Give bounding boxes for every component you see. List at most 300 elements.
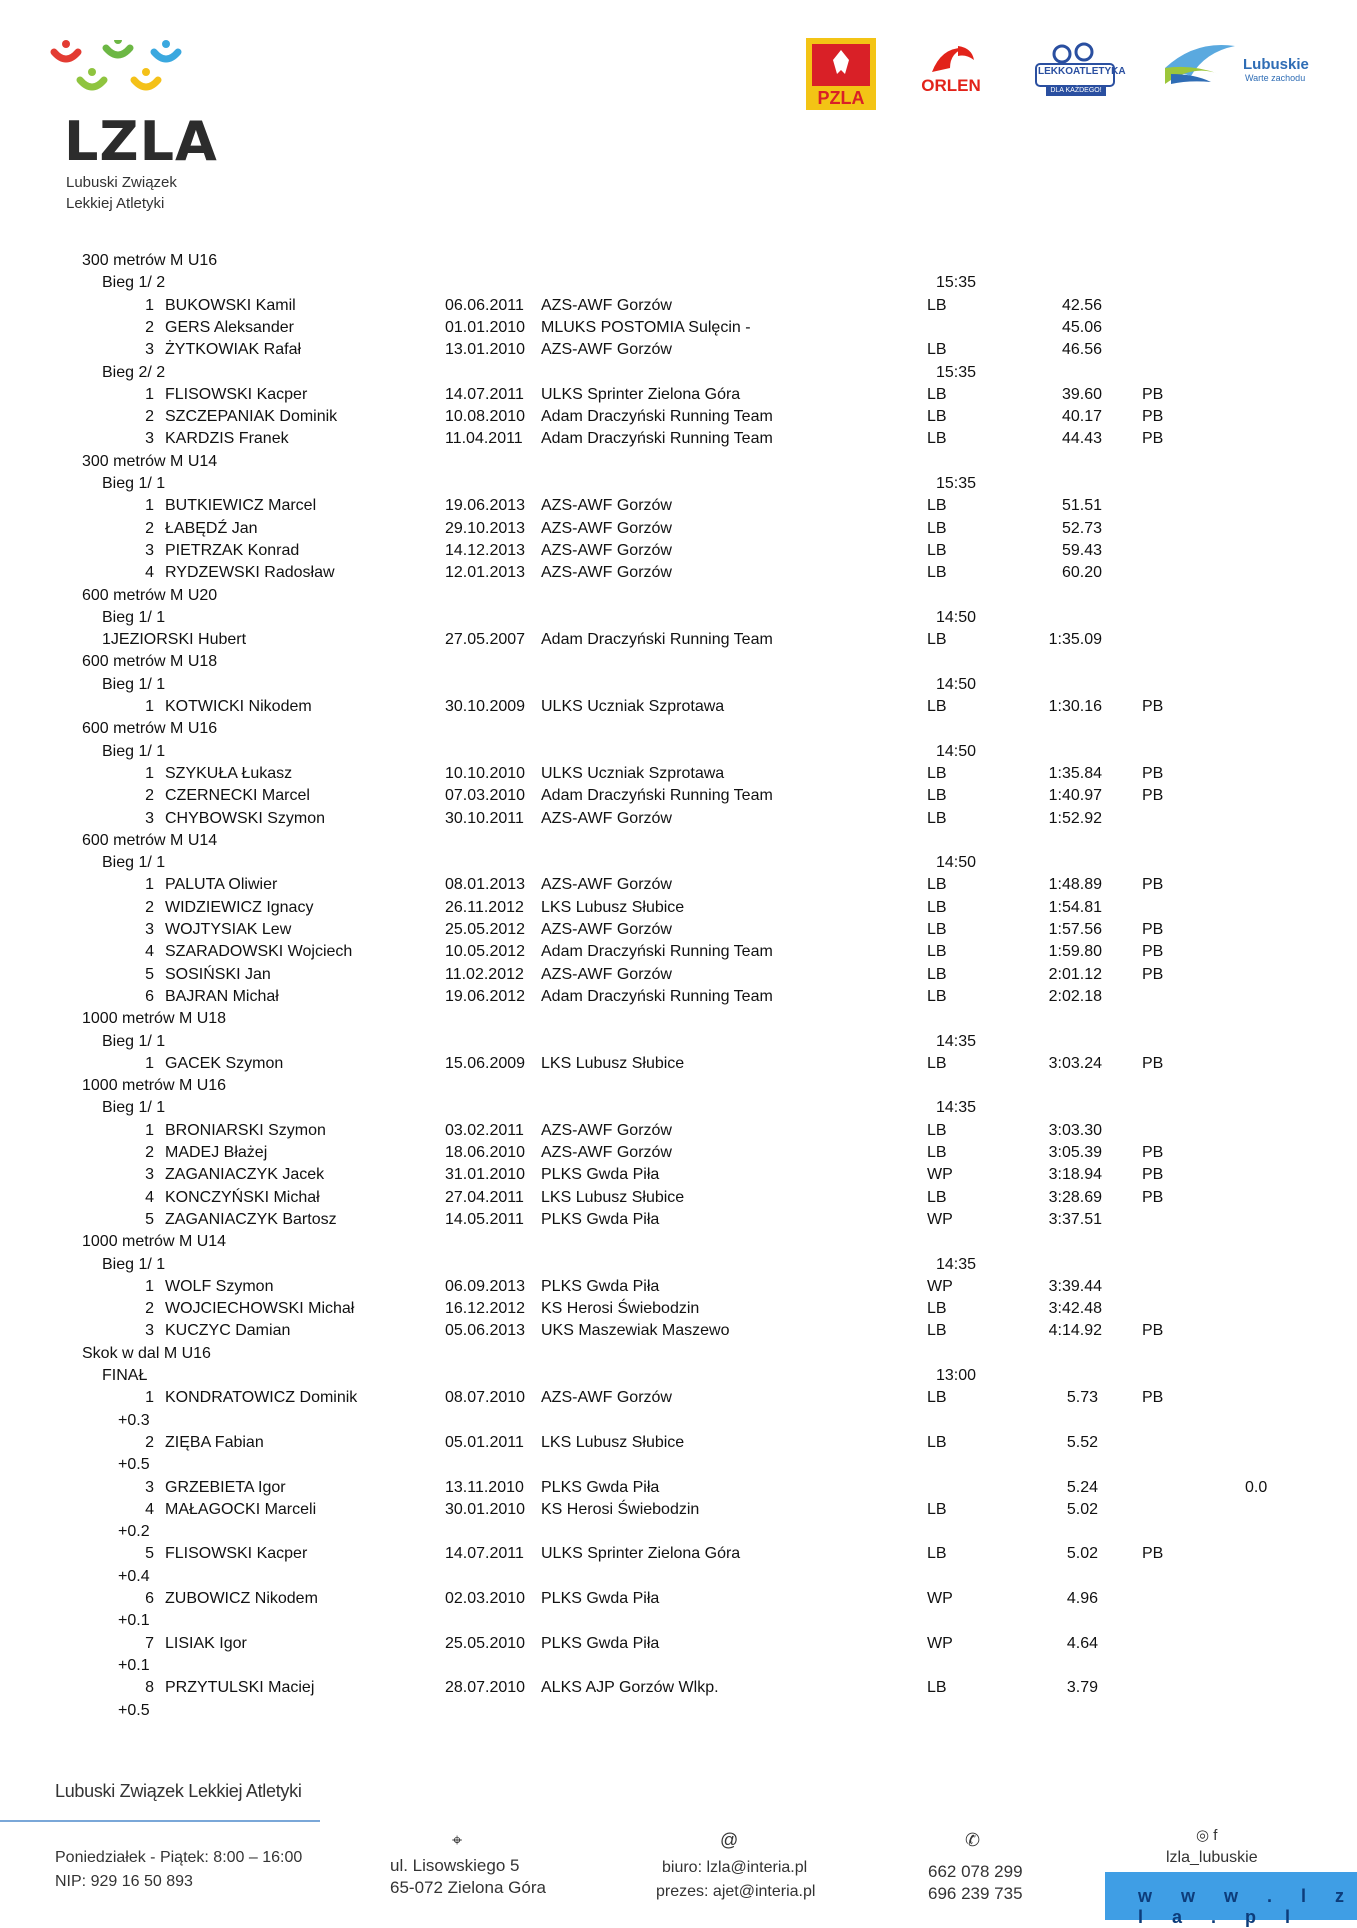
place: 2 [145,408,154,426]
region: LB [927,1322,947,1340]
wind-row [0,1410,1357,1432]
region: LB [927,430,947,448]
place: 1 [145,1389,154,1407]
club: AZS-AWF Gorzów [541,541,672,559]
result: 2:01.12 [1048,965,1102,983]
club: AZS-AWF Gorzów [541,341,672,359]
athlete-name: WOJCIECHOWSKI Michał [165,1300,355,1318]
event-title [0,451,1357,473]
result: 4.64 [1066,1634,1098,1652]
place: 1 [145,1121,154,1139]
region: LB [927,1500,947,1518]
result-row [0,696,1357,718]
region: LB [927,385,947,403]
result: 5.52 [1066,1433,1098,1451]
heat-label: Bieg 1/ 1 [102,475,166,492]
footer-divider [0,1820,320,1822]
wind-value: +0.5 [118,1456,150,1474]
wind-value: +0.1 [118,1612,150,1630]
region: LB [927,698,947,715]
place: 3 [145,341,154,359]
event-title-text: 1000 metrów M U14 [82,1233,227,1251]
event-title [0,1075,1357,1097]
athlete-name: SOSIŃSKI Jan [165,965,271,983]
event-title [0,1231,1357,1253]
event-title [0,1343,1357,1365]
heat-time: 14:35 [936,1255,977,1273]
athlete-name: CHYBOWSKI Szymon [165,809,326,827]
logo-wordmark: LZLA [64,110,218,173]
heat-header [0,362,1357,384]
result-row [0,295,1357,317]
lubuskie-wave-icon [1163,38,1239,88]
result-row [0,1164,1357,1186]
athlete-name: SZARADOWSKI Wojciech [165,943,353,961]
club: AZS-AWF Gorzów [541,965,672,983]
pb-badge: PB [1142,1545,1164,1563]
lekkoatletyka-text: LEKKOATLETYKA [1038,66,1126,77]
heat-header [0,607,1357,629]
result: 1:35.84 [1048,764,1102,782]
birth-date: 05.01.2011 [445,1433,524,1451]
place: 1 [145,1054,154,1072]
region: LB [927,787,947,805]
result: 3.79 [1066,1679,1098,1697]
heat-time: 15:35 [936,475,977,492]
event-title [0,830,1357,852]
club: LKS Lubusz Słubice [541,1433,685,1451]
birth-date: 13.01.2010 [445,341,526,359]
result-row [0,1499,1357,1521]
birth-date: 31.01.2010 [445,1166,526,1184]
birth-date: 11.04.2011 [445,430,523,448]
athlete-name: PIETRZAK Konrad [165,541,300,559]
birth-date: 14.05.2011 [445,1210,524,1228]
athlete-name: BRONIARSKI Szymon [165,1121,326,1139]
event-title [0,250,1357,272]
athlete-name: GRZEBIETA Igor [165,1478,286,1496]
result: 59.43 [1061,541,1102,559]
place: 2 [145,519,154,537]
athlete-name: KONDRATOWICZ Dominik [165,1389,358,1407]
region: LB [927,1188,947,1206]
region: LB [927,809,947,827]
heat-label: Bieg 1/ 1 [102,1032,166,1050]
club: ULKS Uczniak Szprotawa [541,698,725,715]
location-pin-icon: ⌖ [452,1830,463,1850]
result: 3:03.30 [1048,1121,1102,1139]
event-title-text: 600 metrów M U18 [82,653,218,671]
pb-badge: PB [1142,1166,1164,1184]
birth-date: 30.10.2011 [445,809,524,827]
club: PLKS Gwda Piła [541,1590,660,1607]
place: 4 [145,1500,154,1518]
club: PLKS Gwda Piła [541,1277,660,1295]
place: 3 [145,541,154,559]
heat-time: 14:50 [936,742,977,760]
place: 1 [145,764,154,782]
place: 2 [145,787,154,805]
footer-hours: Poniedziałek - Piątek: 8:00 – 16:00 [55,1849,303,1866]
place: 3 [145,809,154,827]
result-row [0,1633,1357,1655]
result-row [0,808,1357,830]
result-row [0,495,1357,517]
wind-value-right: 0.0 [1245,1478,1268,1496]
region: LB [927,1433,947,1451]
region: LB [927,408,947,426]
birth-date: 07.03.2010 [445,787,526,805]
club: LKS Lubusz Słubice [541,1188,685,1206]
region: WP [927,1166,953,1184]
result-row [0,518,1357,540]
wind-row [0,1454,1357,1476]
result-row [0,763,1357,785]
club: PLKS Gwda Piła [541,1210,660,1228]
lubuskie-sub: Warte zachodu [1245,73,1306,83]
footer-email2[interactable]: prezes: ajet@interia.pl [656,1883,816,1900]
event-title-text: 300 metrów M U14 [82,452,218,470]
birth-date: 25.05.2010 [445,1634,526,1652]
athlete-name: WIDZIEWICZ Ignacy [165,898,314,916]
event-title [0,585,1357,607]
result: 51.51 [1061,497,1102,515]
result-row [0,785,1357,807]
club: AZS-AWF Gorzów [541,1121,672,1139]
athlete-name: ZAGANIACZYK Bartosz [165,1210,337,1228]
footer-social[interactable]: lzla_lubuskie [1166,1849,1258,1866]
birth-date: 30.10.2009 [445,698,526,715]
pb-badge: PB [1142,764,1164,782]
birth-date: 28.07.2010 [445,1679,526,1697]
footer-nip: NIP: 929 16 50 893 [55,1873,193,1890]
club: AZS-AWF Gorzów [541,1389,672,1407]
pb-badge: PB [1142,385,1164,403]
heat-time: 14:50 [936,675,977,693]
lzla-logo [44,40,218,220]
place: 2 [145,1300,154,1318]
event-title-text: 600 metrów M U20 [82,586,218,604]
result: 1:57.56 [1048,921,1102,938]
result: 1:40.97 [1048,787,1102,805]
pb-badge: PB [1142,943,1164,961]
pb-badge: PB [1142,1188,1164,1206]
pb-badge: PB [1142,787,1164,805]
result-row [0,1298,1357,1320]
logo-sub-line2: Lekkiej Atletyki [66,195,165,212]
result-row [0,1677,1357,1699]
birth-date: 19.06.2012 [445,987,526,1005]
region: LB [927,965,947,983]
birth-date: 11.02.2012 [445,965,524,983]
athlete-name: KUCZYC Damian [165,1322,291,1340]
birth-date: 16.12.2012 [445,1300,526,1318]
pb-badge: PB [1142,1054,1164,1072]
result: 3:03.24 [1048,1054,1102,1072]
result-row [0,964,1357,986]
pzla-logo [806,38,876,110]
birth-date: 15.06.2009 [445,1054,526,1072]
region: LB [927,1054,947,1072]
result-row [0,919,1357,941]
club: KS Herosi Świebodzin [541,1500,700,1518]
wind-row [0,1700,1357,1722]
event-title-text: 1000 metrów M U18 [82,1010,227,1028]
event-title-text: 1000 metrów M U16 [82,1077,227,1095]
athlete-name: FLISOWSKI Kacper [165,1545,308,1563]
birth-date: 08.01.2013 [445,876,526,894]
result: 1:48.89 [1048,876,1102,894]
wind-value: +0.1 [118,1656,150,1674]
result-row [0,1432,1357,1454]
club: AZS-AWF Gorzów [541,921,672,938]
birth-date: 10.10.2010 [445,764,526,782]
result-row [0,1477,1357,1499]
wind-value: +0.3 [118,1411,150,1429]
athlete-name: SZCZEPANIAK Dominik [165,408,338,426]
region: LB [927,1300,947,1318]
wind-row [0,1566,1357,1588]
athlete-name: KOTWICKI Nikodem [165,698,312,715]
heat-header [0,1254,1357,1276]
heat-time: 14:50 [936,854,977,872]
athlete-name: CZERNECKI Marcel [165,787,310,805]
region: LB [927,541,947,559]
place: 4 [145,1188,154,1206]
result-row [0,1320,1357,1342]
athlete-name: KARDZIS Franek [165,430,289,448]
birth-date: 13.11.2010 [445,1478,524,1496]
pb-badge: PB [1142,876,1164,894]
pzla-text: PZLA [817,88,865,108]
place: 1 [145,385,154,403]
result: 5.24 [1066,1478,1098,1496]
pb-badge: PB [1142,430,1164,448]
result: 1:35.09 [1048,631,1102,649]
heat-header [0,473,1357,495]
birth-date: 03.02.2011 [445,1121,524,1139]
result: 3:37.51 [1048,1210,1102,1228]
footer-phone2: 696 239 735 [928,1884,1023,1903]
heat-label: Bieg 2/ 2 [102,363,166,381]
result-row [0,897,1357,919]
club: AZS-AWF Gorzów [541,296,672,314]
heat-time: 14:50 [936,608,977,626]
region: WP [927,1210,953,1228]
result: 3:28.69 [1048,1188,1102,1206]
result: 46.56 [1061,341,1102,359]
birth-date: 14.07.2011 [445,1545,524,1563]
result: 44.43 [1061,430,1102,448]
result: 5.02 [1066,1545,1098,1563]
result: 5.02 [1066,1500,1098,1518]
club: LKS Lubusz Słubice [541,898,685,916]
wind-row [0,1521,1357,1543]
region: WP [927,1277,953,1295]
club: ALKS AJP Gorzów Wlkp. [541,1679,719,1697]
result-row [0,406,1357,428]
birth-date: 26.11.2012 [445,898,524,916]
birth-date: 10.05.2012 [445,943,526,961]
result: 60.20 [1061,564,1102,582]
instagram-facebook-icon: ◎ f [1196,1827,1218,1844]
result: 1:30.16 [1048,698,1102,715]
heat-label: Bieg 1/ 1 [102,742,166,760]
heat-label: Bieg 1/ 1 [102,1255,166,1273]
place: 4 [145,943,154,961]
club: PLKS Gwda Piła [541,1478,660,1496]
club: Adam Draczyński Running Team [541,943,773,961]
athlete-name: GACEK Szymon [165,1054,284,1072]
result: 42.56 [1061,296,1102,314]
result: 39.60 [1061,385,1102,403]
athlete-name: WOJTYSIAK Lew [165,921,292,938]
at-icon: @ [720,1830,739,1850]
heat-header [0,1031,1357,1053]
event-title [0,1008,1357,1030]
athlete-name: PALUTA Oliwier [165,876,278,894]
event-title-text: 600 metrów M U14 [82,831,218,849]
result-row [0,1187,1357,1209]
pb-badge: PB [1142,408,1164,426]
result-row [0,629,1357,651]
footer-address2: 65-072 Zielona Góra [390,1878,546,1897]
result: 5.73 [1066,1389,1098,1407]
result: 3:42.48 [1048,1300,1102,1318]
footer-email1[interactable]: biuro: lzla@interia.pl [662,1859,808,1876]
region: WP [927,1590,953,1607]
result: 40.17 [1061,408,1102,426]
place: 6 [145,987,154,1005]
place: 3 [145,1166,154,1184]
event-title-text: Skok w dal M U16 [82,1344,211,1362]
wind-row [0,1655,1357,1677]
birth-date: 01.01.2010 [445,318,526,336]
athlete-name: FLISOWSKI Kacper [165,385,308,403]
club: AZS-AWF Gorzów [541,519,672,537]
place: 3 [145,1322,154,1340]
athlete-name: BUKOWSKI Kamil [165,296,296,314]
region: LB [927,1121,947,1139]
logo-subtitle [66,172,177,214]
footer-phone1: 662 078 299 [928,1862,1023,1881]
result-row [0,317,1357,339]
place: 1 [145,698,154,715]
heat-label: FINAŁ [102,1367,148,1384]
heat-time: 15:35 [936,363,977,381]
heat-header [0,852,1357,874]
orlen-text: ORLEN [921,76,981,95]
footer-www[interactable]: w w w . l z l a . p l [1138,1886,1357,1927]
result: 1:59.80 [1048,943,1102,961]
athlete-name: BUTKIEWICZ Marcel [165,497,317,515]
region: LB [927,898,947,916]
result-row [0,1053,1357,1075]
region: LB [927,876,947,894]
result-row [0,540,1357,562]
birth-date: 10.08.2010 [445,408,526,426]
logo-sub-line1: Lubuski Związek [66,174,177,191]
athlete-name: RYDZEWSKI Radosław [165,564,335,582]
result-row [0,986,1357,1008]
region: WP [927,1634,953,1652]
club: AZS-AWF Gorzów [541,809,672,827]
place: 3 [145,1478,154,1496]
region: LB [927,1679,947,1697]
region: LB [927,341,947,359]
athlete-name: PRZYTULSKI Maciej [165,1679,315,1697]
athlete-name: ŻYTKOWIAK Rafał [165,341,302,359]
club: ULKS Sprinter Zielona Góra [541,1545,741,1563]
club: KS Herosi Świebodzin [541,1300,700,1318]
place: 6 [145,1590,154,1607]
result-row [0,1142,1357,1164]
place: 5 [145,1545,154,1563]
result-row [0,1209,1357,1231]
birth-date: 27.04.2011 [445,1188,524,1206]
athlete-name: WOLF Szymon [165,1277,274,1295]
athlete-name: ZIĘBA Fabian [165,1433,264,1451]
result-row [0,428,1357,450]
birth-date: 14.12.2013 [445,541,526,559]
lubuskie-text: Lubuskie [1243,56,1309,73]
athlete-name: ŁABĘDŹ Jan [165,519,258,537]
result: 52.73 [1061,519,1102,537]
result: 3:05.39 [1048,1144,1102,1161]
footer-address1: ul. Lisowskiego 5 [390,1856,520,1875]
heat-time: 14:35 [936,1032,977,1050]
result-row [0,1588,1357,1610]
athlete-name: MADEJ Błażej [165,1144,268,1161]
region: LB [927,631,947,649]
footer-title: Lubuski Związek Lekkiej Atletyki [55,1781,302,1801]
result-row [0,384,1357,406]
place: 5 [145,1210,154,1228]
athlete-place-name: 1JEZIORSKI Hubert [102,631,247,649]
lzla-logo-smiles-icon [44,40,204,110]
club: Adam Draczyński Running Team [541,408,773,426]
result: 4:14.92 [1048,1322,1102,1340]
heat-time: 14:35 [936,1099,977,1117]
club: MLUKS POSTOMIA Sulęcin - [541,318,751,336]
place: 3 [145,430,154,448]
result: 45.06 [1061,318,1102,336]
club: UKS Maszewiak Maszewo [541,1322,730,1340]
pb-badge: PB [1142,1389,1164,1407]
event-title-text: 300 metrów M U16 [82,252,218,269]
club: Adam Draczyński Running Team [541,631,773,649]
club: AZS-AWF Gorzów [541,564,672,582]
birth-date: 14.07.2011 [445,385,524,403]
athlete-name: ZUBOWICZ Nikodem [165,1590,318,1607]
athlete-name: ZAGANIACZYK Jacek [165,1166,325,1184]
place: 4 [145,564,154,582]
event-title [0,718,1357,740]
birth-date: 06.06.2011 [445,296,524,314]
club: Adam Draczyński Running Team [541,430,773,448]
result: 4.96 [1066,1590,1098,1607]
athlete-name: GERS Aleksander [165,318,294,336]
region: LB [927,943,947,961]
place: 2 [145,1144,154,1161]
wind-row [0,1610,1357,1632]
birth-date: 18.06.2010 [445,1144,526,1161]
athlete-name: MAŁAGOCKI Marceli [165,1500,317,1518]
region: LB [927,497,947,515]
athlete-name: KONCZYŃSKI Michał [165,1188,320,1206]
club: ULKS Uczniak Szprotawa [541,764,725,782]
footer [0,1760,1357,1927]
